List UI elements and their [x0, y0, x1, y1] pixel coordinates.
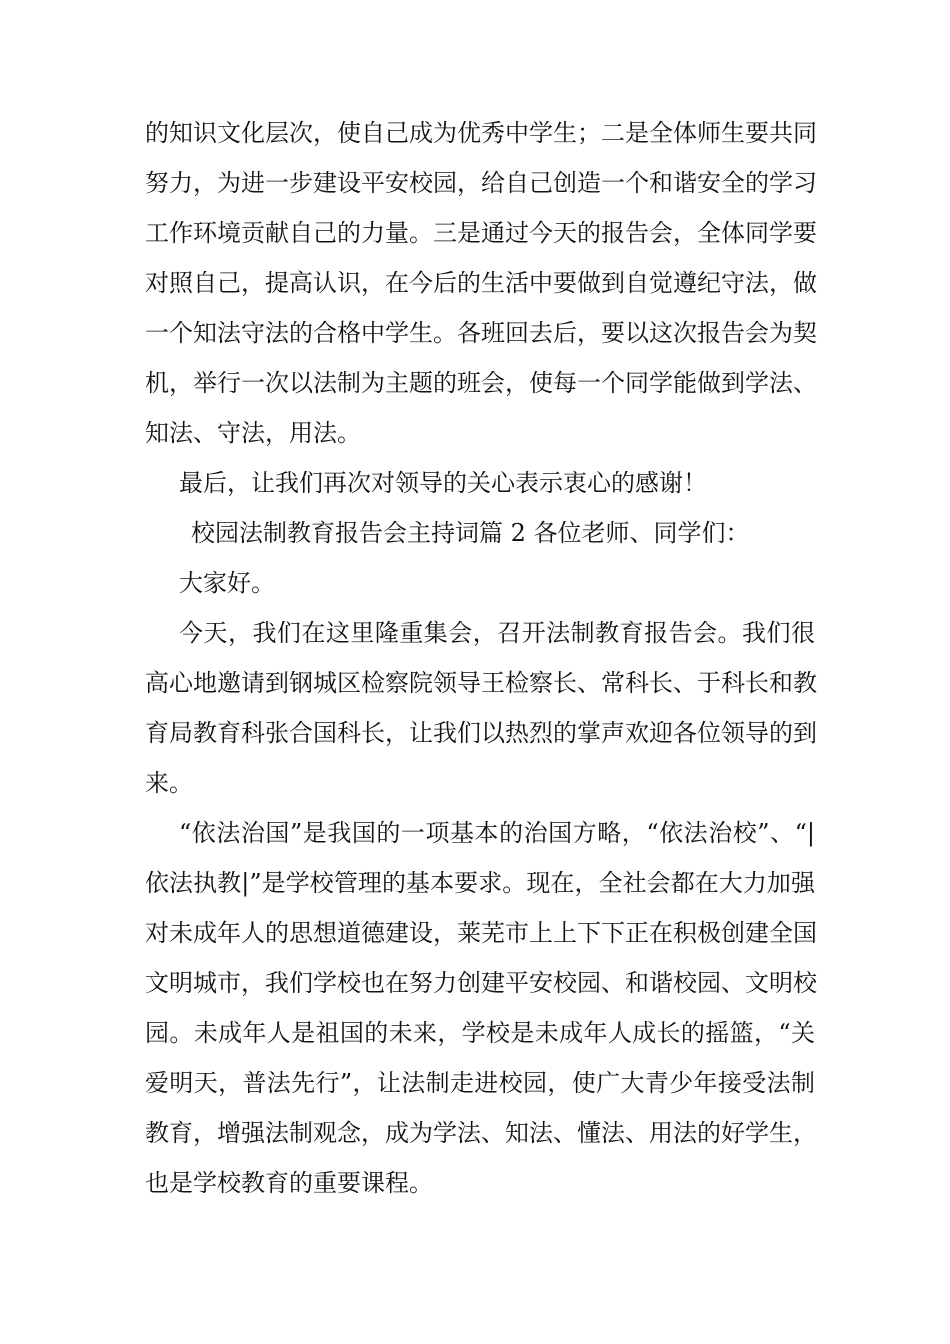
paragraph-1-line-3: 工作环境贡献自己的力量。三是通过今天的报告会，全体同学要 — [145, 219, 817, 247]
paragraph-5-line-4: 来。 — [145, 769, 193, 797]
paragraph-1-line-1: 的知识文化层次，使自己成为优秀中学生；二是全体师生要共同 — [145, 119, 817, 147]
paragraph-1-line-4: 对照自己，提高认识，在今后的生活中要做到自觉遵纪守法，做 — [145, 269, 817, 297]
paragraph-1-line-7: 知法、守法，用法。 — [145, 419, 361, 447]
paragraph-5-line-1: 今天，我们在这里隆重集会，召开法制教育报告会。我们很 — [179, 619, 815, 647]
paragraph-6-line-7: 教育，增强法制观念，成为学法、知法、懂法、用法的好学生， — [145, 1119, 817, 1147]
paragraph-5-line-2: 高心地邀请到钢城区检察院领导王检察长、常科长、于科长和教 — [145, 669, 817, 697]
paragraph-1-line-6: 机，举行一次以法制为主题的班会，使每一个同学能做到学法、 — [145, 369, 817, 397]
paragraph-1-line-2: 努力，为进一步建设平安校园，给自己创造一个和谐安全的学习 — [145, 169, 817, 197]
paragraph-4-line-1: 大家好。 — [179, 569, 275, 597]
paragraph-6-line-5: 园。未成年人是祖国的未来，学校是未成年人成长的摇篮，“关 — [145, 1019, 815, 1047]
document-body — [145, 108, 815, 1208]
paragraph-1-line-5: 一个知法守法的合格中学生。各班回去后，要以这次报告会为契 — [145, 319, 817, 347]
paragraph-2-line-1: 最后，让我们再次对领导的关心表示衷心的感谢！ — [179, 469, 707, 497]
paragraph-6-line-1: “依法治国”是我国的一项基本的治国方略，“依法治校”、“| — [179, 819, 815, 847]
paragraph-6-line-2: 依法执教|”是学校管理的基本要求。现在，全社会都在大力加强 — [145, 869, 815, 897]
paragraph-3-line-1: 校园法制教育报告会主持词篇 2 各位老师、同学们： — [191, 519, 750, 547]
paragraph-6-line-6: 爱明天，普法先行”，让法制走进校园，使广大青少年接受法制 — [145, 1069, 815, 1097]
paragraph-5-line-3: 育局教育科张合国科长，让我们以热烈的掌声欢迎各位领导的到 — [145, 719, 817, 747]
paragraph-6-line-8: 也是学校教育的重要课程。 — [145, 1169, 433, 1197]
paragraph-6-line-4: 文明城市，我们学校也在努力创建平安校园、和谐校园、文明校 — [145, 969, 817, 997]
paragraph-6-line-3: 对未成年人的思想道德建设，莱芜市上上下下正在积极创建全国 — [145, 919, 817, 947]
